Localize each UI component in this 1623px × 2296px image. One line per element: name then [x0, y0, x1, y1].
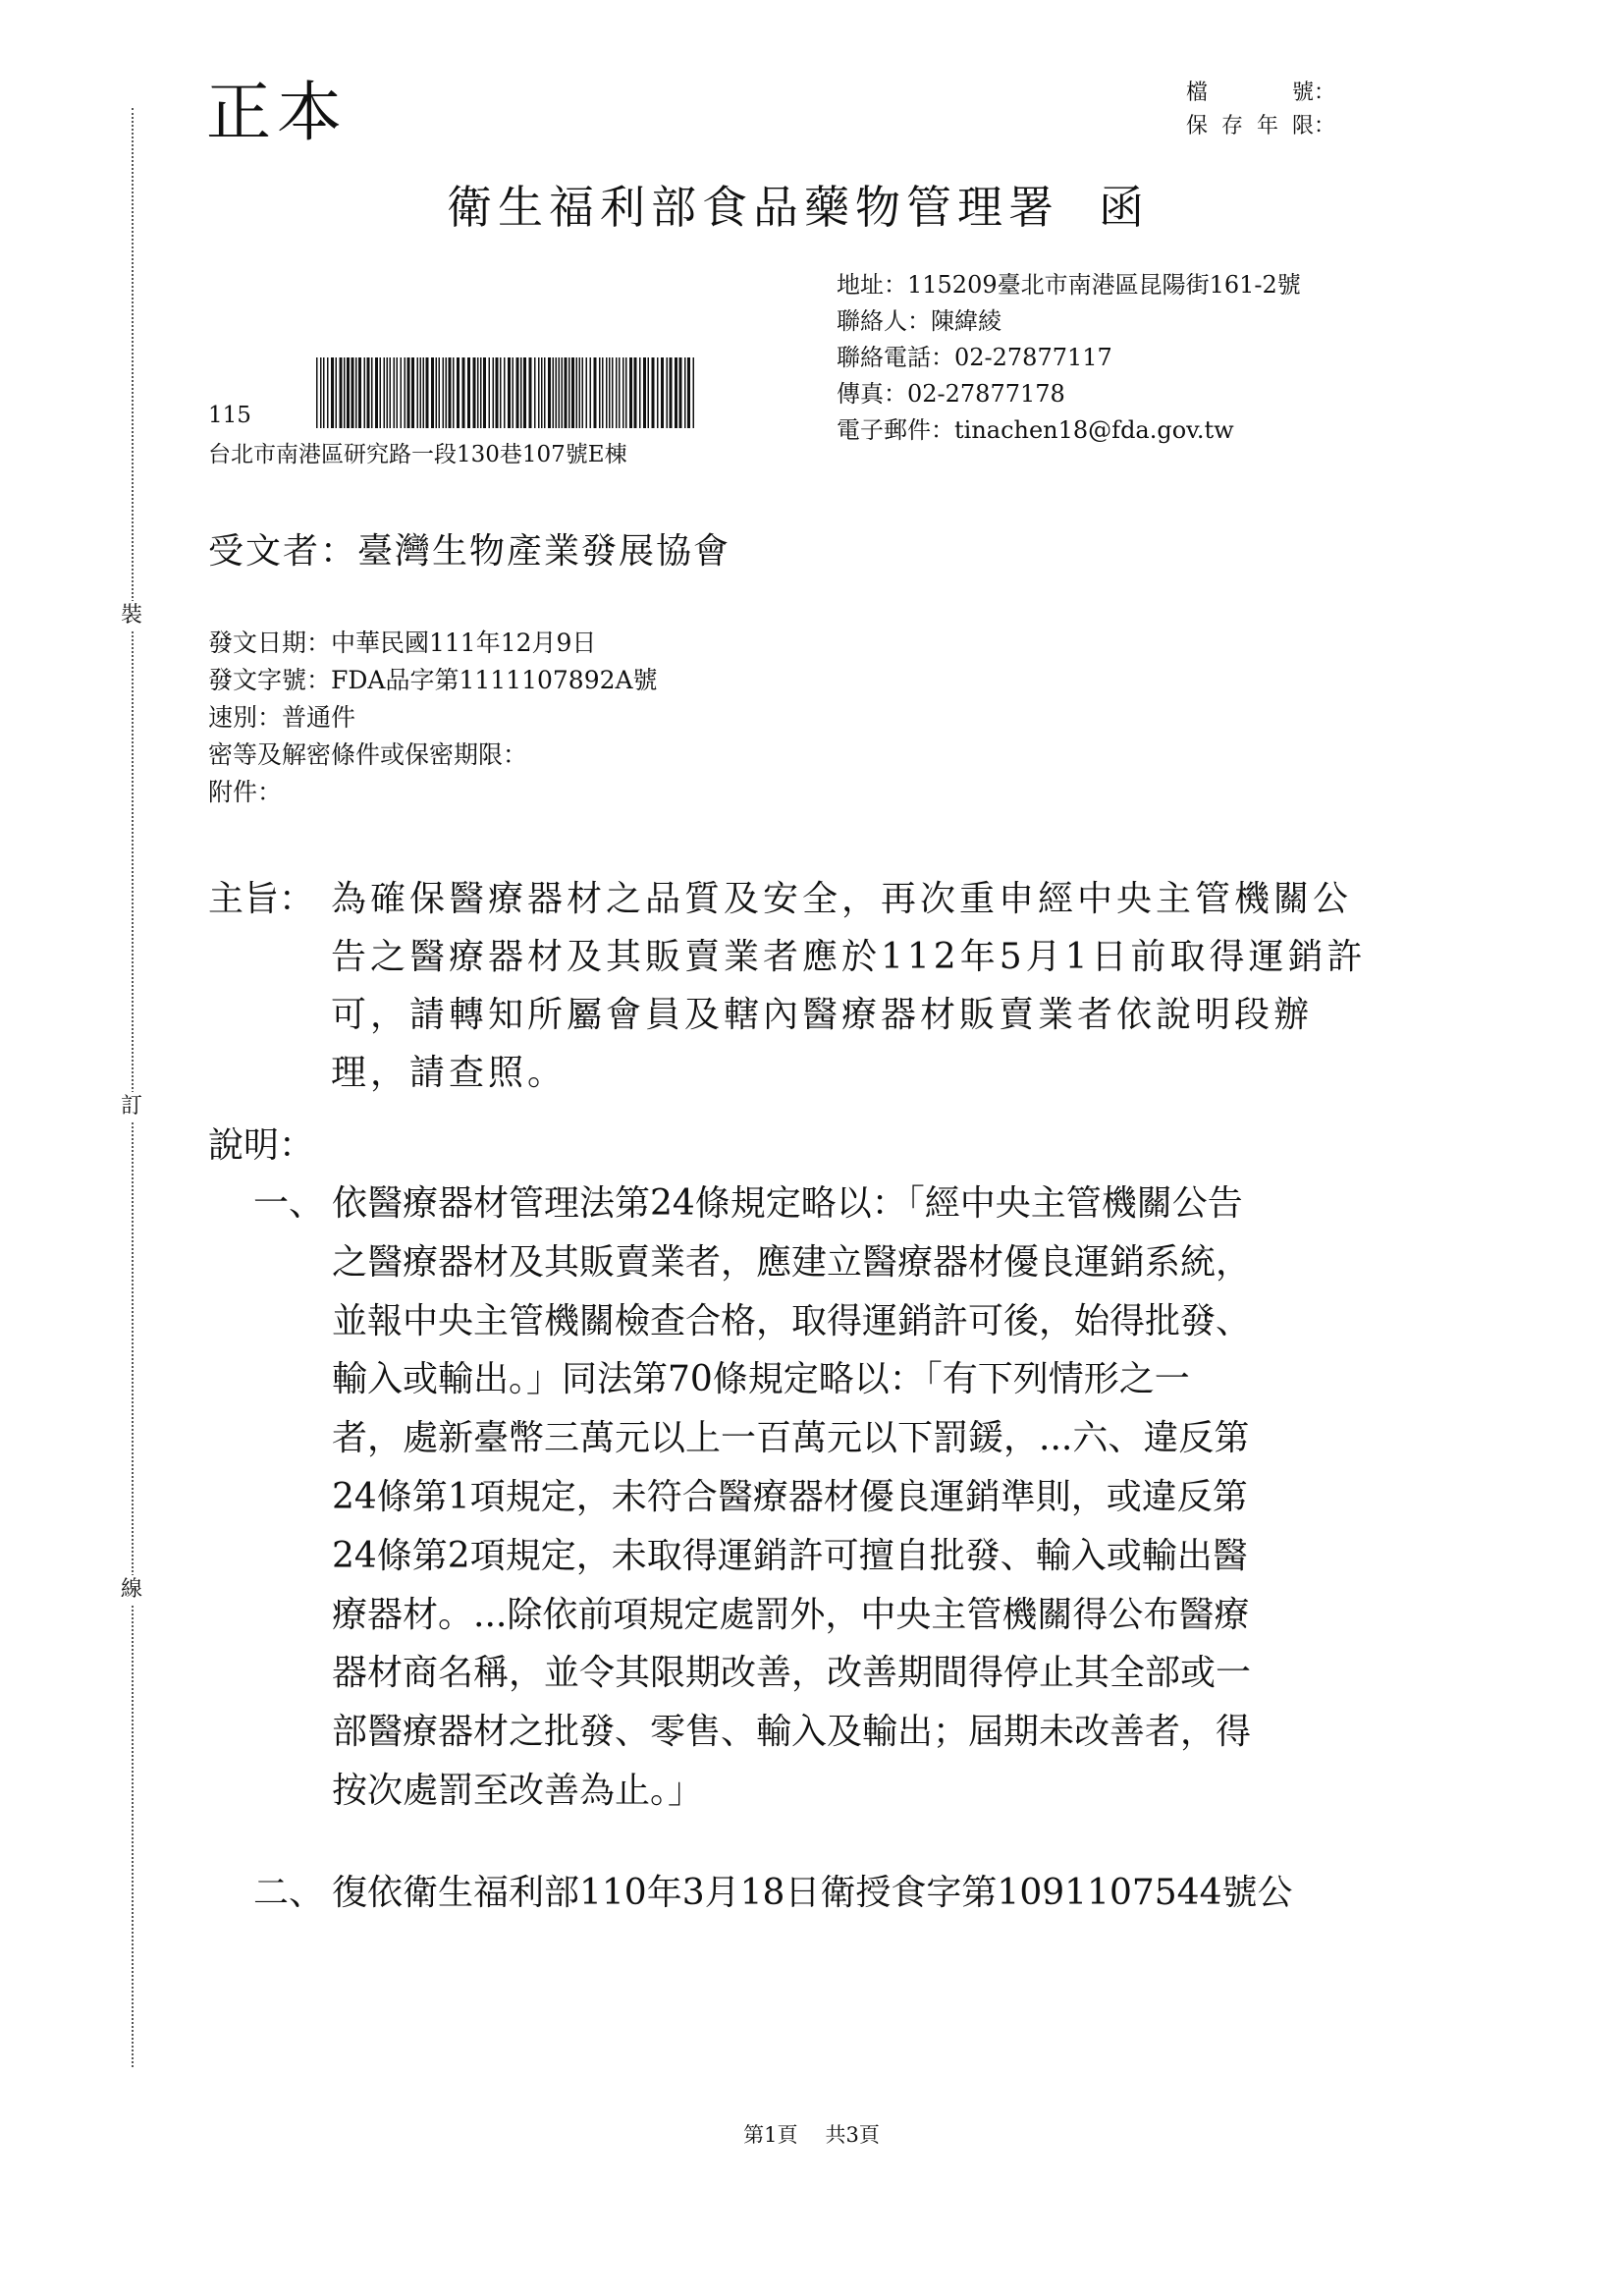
retention-row: [1186, 110, 1336, 143]
issue-number: 發文字號：FDA品字第1111107892A號: [208, 666, 658, 694]
item-line: 器材商名稱，並令其限期改善，改善期間得停止其全部或一: [332, 1653, 1252, 1694]
classification: 密等及解密條件或保密期限：: [208, 740, 528, 769]
item-line: 24條第1項規定，未符合醫療器材優良運銷準則，或違反第: [332, 1476, 1248, 1517]
item-text: [332, 1175, 1251, 1821]
contact-fax: 傳真：02-27877178: [837, 380, 1065, 408]
issue-info-block: [208, 625, 658, 811]
subject-line: 理，請查照。: [331, 1053, 568, 1093]
document-type: 函: [1099, 181, 1150, 234]
binding-line: [132, 108, 134, 2067]
binding-mark-ding: 訂: [116, 1092, 147, 1121]
item-number: 一、: [253, 1183, 325, 1224]
contact-email: 電子郵件：tinachen18@fda.gov.tw: [837, 416, 1234, 444]
page-footer: [0, 2119, 1623, 2149]
delivery-speed: 速別：普通件: [208, 703, 356, 732]
attachment: 附件：: [208, 778, 283, 806]
subject-line: 可，請轉知所屬會員及轄內醫療器材販賣業者依說明段辦: [331, 995, 1314, 1035]
document-title: [447, 181, 1150, 234]
page-total: 共3頁: [825, 2123, 880, 2147]
binding-mark-zhuang: 裝: [116, 601, 147, 630]
item-line: 復依衛生福利部110年3月18日衛授食字第1091107544號公: [332, 1873, 1293, 1913]
colon: ：: [1314, 114, 1336, 138]
contact-person: 聯絡人：陳緯綾: [837, 307, 1001, 335]
agency-name: 衛生福利部食品藥物管理署: [447, 181, 1059, 234]
subject-line: 為確保醫療器材之品質及安全，再次重申經中央主管機關公: [331, 879, 1353, 919]
item-text: [332, 1864, 1292, 1923]
item-line: 輸入或輸出。」同法第70條規定略以：「有下列情形之一: [332, 1359, 1190, 1400]
subject-line: 告之醫療器材及其販賣業者應於112年5月1日前取得運銷許: [331, 937, 1367, 977]
colon: ：: [1314, 81, 1336, 105]
original-copy-mark: 正本: [206, 75, 348, 150]
sender-contact-block: [837, 267, 1301, 449]
recipient-postal-code: 115: [208, 403, 251, 428]
item-line: 部醫療器材之批發、零售、輸入及輸出；屆期未改善者，得: [332, 1712, 1252, 1753]
addressee: 受文者：臺灣生物產業發展協會: [208, 531, 731, 572]
item-line: 療器材。...除依前項規定處罰外，中央主管機關得公布醫療: [332, 1594, 1250, 1635]
barcode: [316, 357, 697, 428]
subject-text: [331, 870, 1367, 1102]
item-number: 二、: [253, 1873, 325, 1913]
sender-address: 地址：115209臺北市南港區昆陽街161-2號: [837, 271, 1301, 299]
issue-date: 發文日期：中華民國111年12月9日: [208, 629, 597, 657]
subject-label: 主旨：: [208, 879, 315, 919]
explanation-label: 說明：: [208, 1125, 315, 1166]
item-line: 依醫療器材管理法第24條規定略以：「經中央主管機關公告: [332, 1183, 1243, 1224]
recipient-address: 台北市南港區研究路一段130巷107號E棟: [208, 442, 627, 467]
binding-mark-xian: 線: [116, 1575, 147, 1605]
file-number-label: 檔號: [1186, 81, 1314, 105]
item-line: 者，處新臺幣三萬元以上一百萬元以下罰鍰，...六、違反第: [332, 1418, 1250, 1459]
item-line: 並報中央主管機關檢查合格，取得運銷許可後，始得批發、: [332, 1300, 1252, 1341]
item-line: 按次處罰至改善為止。」: [332, 1770, 704, 1811]
file-number-row: [1186, 77, 1336, 110]
item-line: 之醫療器材及其販賣業者，應建立醫療器材優良運銷系統，: [332, 1241, 1252, 1283]
contact-phone: 聯絡電話：02-27877117: [837, 344, 1112, 371]
retention-label: 保存年限: [1186, 114, 1314, 138]
file-meta-block: [1186, 77, 1336, 143]
item-line: 24條第2項規定，未取得運銷許可擅自批發、輸入或輸出醫: [332, 1535, 1248, 1576]
page-number: 第1頁: [743, 2123, 798, 2147]
